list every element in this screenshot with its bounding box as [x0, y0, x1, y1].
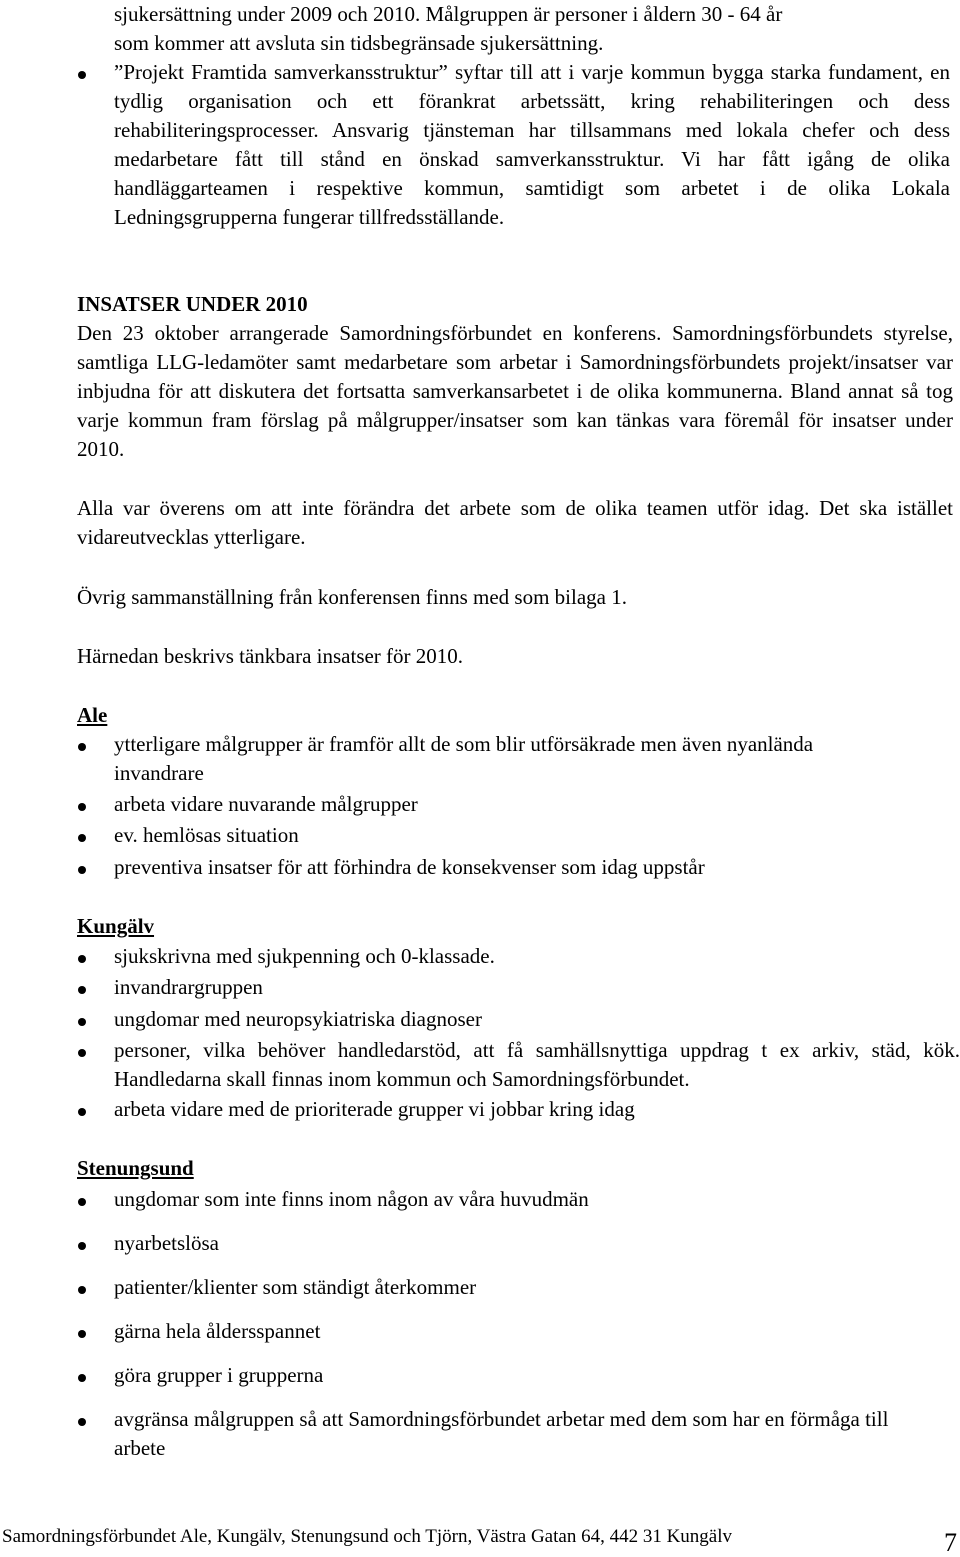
ale-heading: Ale — [77, 703, 108, 727]
intro-line-2: som kommer att avsluta sin tidsbegränsade sjukersättning. — [114, 31, 604, 55]
bullet-icon — [77, 1048, 87, 1058]
bullet-icon — [77, 833, 87, 843]
bullet-icon — [77, 1285, 87, 1295]
kungalv-item-3: ungdomar med neuropsykiatriska diagnoser — [114, 1007, 482, 1031]
footer-address: Samordningsförbundet Ale, Kungälv, Stenungsund och Tjörn, Västra Gatan 64, 442 31 Kungälv — [2, 1526, 732, 1547]
bullet-icon — [77, 70, 87, 80]
insatser-paragraph-4: Härnedan beskrivs tänkbara insatser för 2010. — [77, 644, 464, 668]
kungalv-item-2: invandrargruppen — [114, 975, 263, 999]
section-heading: INSATSER UNDER 2010 — [77, 292, 308, 316]
bullet-icon — [77, 985, 87, 995]
ale-item-3: ev. hemlösas situation — [114, 823, 299, 847]
bullet-icon — [77, 954, 87, 964]
bullet-icon — [77, 802, 87, 812]
ale-item-4: preventiva insatser för att förhindra de konsekvenser som idag uppstår — [114, 855, 705, 879]
ale-item-1: ytterligare målgrupper är framför allt de som blir utförsäkrade men även nyanlända invandrare — [114, 732, 814, 785]
insatser-paragraph-1: Den 23 oktober arrangerade Samordningsförbundet en konferens. Samordningsförbundets styrelse, samtliga LLG-ledamöter samt medarbetare som arbetar i Samordningsförbundets projekt/insatser var inbjudna för att diskutera det fortsatta samverkansarbetet i de olika kommunerna. Bland annat så tog varje kommun fram förslag på målgrupper/insatser som kan tänkas vara föremål för insatser under 2010. — [77, 321, 953, 461]
stenungsund-item-2: nyarbetslösa — [114, 1231, 219, 1255]
insatser-paragraph-3: Övrig sammanställning från konferensen finns med som bilaga 1. — [77, 585, 627, 609]
stenungsund-item-4: gärna hela åldersspannet — [114, 1319, 321, 1343]
bullet-icon — [77, 1329, 87, 1339]
bullet-icon — [77, 1417, 87, 1427]
bullet-icon — [77, 1197, 87, 1207]
page-number: 7 — [944, 1528, 957, 1557]
kungalv-item-1: sjukskrivna med sjukpenning och 0-klassade. — [114, 944, 495, 968]
bullet-icon — [77, 865, 87, 875]
bullet-icon — [77, 1107, 87, 1117]
kungalv-item-4: personer, vilka behöver handledarstöd, att få samhällsnyttiga uppdrag t ex arkiv, städ, kök. Handledarna skall finnas inom kommun och Samordningsförbundet. — [114, 1038, 960, 1091]
bullet-icon — [77, 1017, 87, 1027]
stenungsund-item-1: ungdomar som inte finns inom någon av våra huvudmän — [114, 1187, 589, 1211]
stenungsund-item-6: avgränsa målgruppen så att Samordningsförbundet arbetar med dem som har en förmåga till arbete — [114, 1407, 889, 1460]
bullet-icon — [77, 1373, 87, 1383]
stenungsund-heading: Stenungsund — [77, 1156, 194, 1180]
ale-item-2: arbeta vidare nuvarande målgrupper — [114, 792, 418, 816]
framtida-paragraph: ”Projekt Framtida samverkansstruktur” syftar till att i varje kommun bygga starka fundament, en tydlig organisation och ett förankrat arbetssätt, kring rehabiliteringen och dess rehabiliteringsprocesser. Ansvarig tjänsteman har tillsammans med lokala chefer och dess medarbetare fått till stånd en önskad samverkansstruktur. Vi har fått igång de olika handläggarteamen i respektive kommun, samtidigt som arbetet i de olika Lokala Ledningsgrupperna fungerar tillfredsställande. — [114, 60, 950, 229]
stenungsund-item-5: göra grupper i grupperna — [114, 1363, 324, 1387]
kungalv-heading: Kungälv — [77, 914, 155, 938]
intro-line-1: sjukersättning under 2009 och 2010. Målgruppen är personer i åldern 30 - 64 år — [114, 2, 783, 26]
bullet-icon — [77, 742, 87, 752]
kungalv-item-5: arbeta vidare med de prioriterade grupper vi jobbar kring idag — [114, 1097, 635, 1121]
stenungsund-item-3: patienter/klienter som ständigt återkommer — [114, 1275, 477, 1299]
bullet-icon — [77, 1241, 87, 1251]
insatser-paragraph-2: Alla var överens om att inte förändra det arbete som de olika teamen utför idag. Det ska istället vidareutvecklas ytterligare. — [77, 496, 953, 549]
